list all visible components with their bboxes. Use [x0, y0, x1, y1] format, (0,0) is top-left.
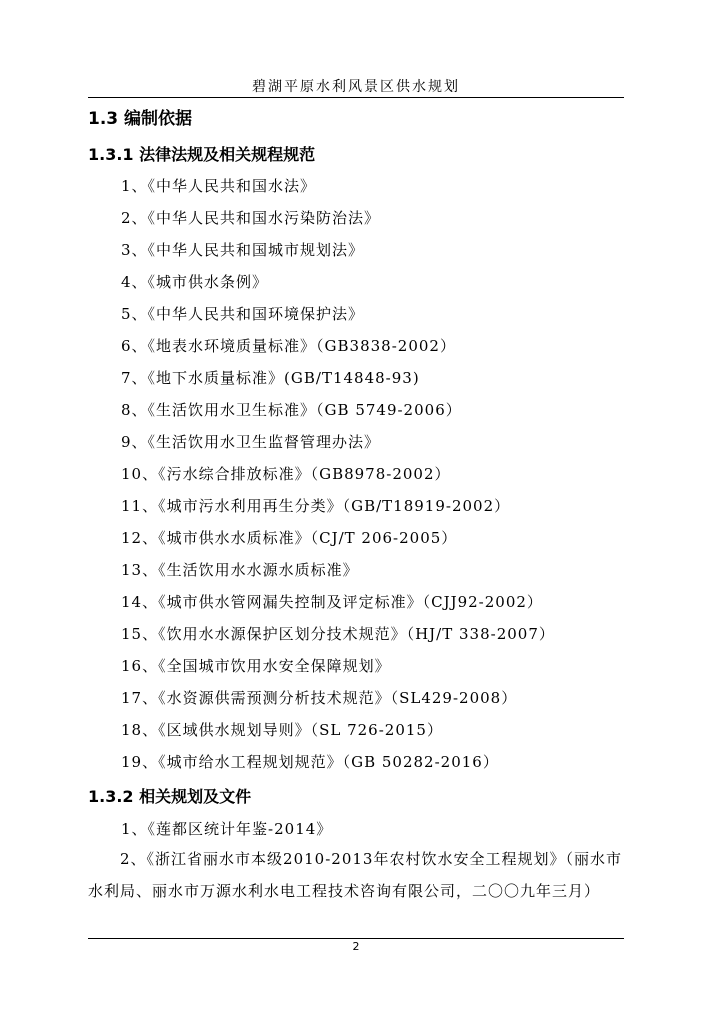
list-item: 2、《中华人民共和国水污染防治法》	[121, 209, 381, 227]
list-item: 7、《地下水质量标准》(GB/T14848-93)	[121, 369, 420, 387]
list-item: 10、《污水综合排放标准》（GB8978-2002）	[121, 465, 451, 483]
list-item: 3、《中华人民共和国城市规划法》	[121, 241, 365, 259]
list-item: 18、《区域供水规划导则》（SL 726-2015）	[121, 721, 443, 739]
list-item: 14、《城市供水管网漏失控制及评定标准》（CJJ92-2002）	[121, 593, 543, 611]
footer-rule	[88, 938, 624, 939]
page-number: 2	[352, 940, 360, 953]
subsection-heading-1: 1.3.1 法律法规及相关规程规范	[88, 145, 316, 164]
list-item: 12、《城市供水水质标准》（CJ/T 206-2005）	[121, 529, 458, 547]
list-item: 19、《城市给水工程规划规范》（GB 50282-2016）	[121, 753, 499, 771]
list-item: 4、《城市供水条例》	[121, 273, 269, 291]
section-heading: 1.3 编制依据	[88, 109, 193, 129]
list-item: 16、《全国城市饮用水安全保障规划》	[121, 657, 391, 675]
list-item: 15、《饮用水水源保护区划分技术规范》（HJ/T 338-2007）	[121, 625, 555, 643]
list-item: 13、《生活饮用水水源水质标准》	[121, 561, 359, 579]
list-item-paragraph: 2、《浙江省丽水市本级2010-2013年农村饮水安全工程规划》（丽水市水利局、丽水市万源水利水电工程技术咨询有限公司，二〇〇九年三月）	[88, 850, 622, 900]
page-header: 碧湖平原水利风景区供水规划	[252, 79, 460, 95]
list-item: 1、《中华人民共和国水法》	[121, 177, 317, 195]
list-item: 9、《生活饮用水卫生监督管理办法》	[121, 433, 381, 451]
list-item: 6、《地表水环境质量标准》（GB3838-2002）	[121, 337, 456, 355]
list-item: 11、《城市污水利用再生分类》（GB/T18919-2002）	[121, 497, 511, 515]
header-rule	[88, 97, 624, 98]
subsection-heading-2: 1.3.2 相关规划及文件	[88, 787, 252, 806]
list-item: 8、《生活饮用水卫生标准》（GB 5749-2006）	[121, 401, 462, 419]
list-item: 5、《中华人民共和国环境保护法》	[121, 305, 365, 323]
list-item: 1、《莲都区统计年鉴-2014》	[121, 820, 333, 838]
list-item: 17、《水资源供需预测分析技术规范》（SL429-2008）	[121, 689, 518, 707]
